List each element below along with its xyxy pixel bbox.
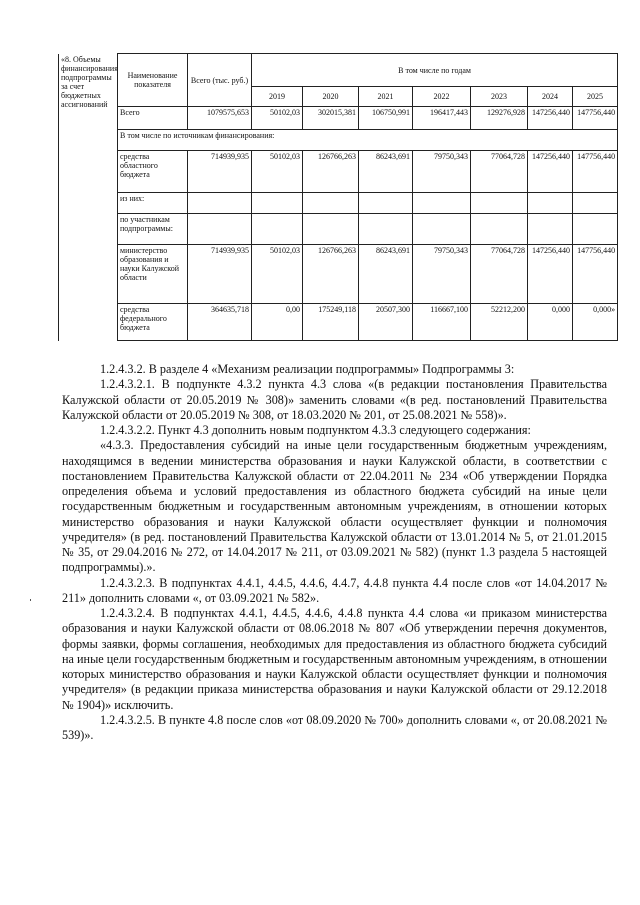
year-header: 2025: [573, 87, 618, 107]
cell-value: 147256,440: [528, 107, 573, 130]
paragraph: 1.2.4.3.2. В разделе 4 «Механизм реализации подпрограммы» Подпрограммы 3:: [100, 362, 515, 376]
year-header: 2019: [252, 87, 303, 107]
row-label: средства областного бюджета: [118, 151, 188, 193]
row-label: министерство образования и науки Калужской области: [118, 245, 188, 304]
empty-cell: [528, 214, 573, 245]
cell-value: 302015,381: [303, 107, 359, 130]
cell-value: 0,00: [252, 304, 303, 341]
empty-cell: [303, 214, 359, 245]
paragraph: 1.2.4.3.2.3. В подпунктах 4.4.1, 4.4.5, 4.4.6, 4.4.7, 4.4.8 пункта 4.4 после слов «от 14.04.2017 № 211» дополнить словами «, от 03.09.2021 № 582».: [62, 575, 607, 605]
cell-value: 0,000»: [573, 304, 618, 341]
cell-value: 79750,343: [413, 245, 471, 304]
year-header: 2023: [471, 87, 528, 107]
cell-value: 196417,443: [413, 107, 471, 130]
cell-value: 77064,728: [471, 151, 528, 193]
year-header: 2022: [413, 87, 471, 107]
cell-value: 106750,991: [359, 107, 413, 130]
empty-cell: [573, 214, 618, 245]
cell-value: 50102,03: [252, 245, 303, 304]
cell-value: 147256,440: [528, 151, 573, 193]
paragraph: «4.3.3. Предоставления субсидий на иные цели государственным бюджетным учреждениям, находящимся в ведении министерства образования и науки Калужской области, в соответствии с постановлением Правительства Калужской области от 22.04.2011 № 234 «Об утверждении Порядка определения объема и условий предоставления из областного бюджета субсидий на иные цели государственным бюджетным и государственным автономным учреждениям, в отношении которых министерство образования и науки Калужской области осуществляет функции и полномочия учредителя» (в ред. постановлений Правительства Калужской области от 13.01.2014 № 5, от 21.01.2015 № 35, от 29.04.2016 № 272, от 14.04.2017 № 211, от 03.09.2021 № 582) (пункт 1.3 раздела 5 настоящей подпрограммы).».: [62, 438, 607, 575]
empty-cell: [573, 193, 618, 214]
cell-value: 50102,03: [252, 107, 303, 130]
row-total: 714939,935: [188, 151, 252, 193]
row-total: 364635,718: [188, 304, 252, 341]
document-body: [62, 362, 607, 743]
financing-table: [58, 53, 618, 341]
cell-value: 77064,728: [471, 245, 528, 304]
cell-value: 147756,440: [573, 107, 618, 130]
row-label: из них:: [118, 193, 188, 214]
cell-value: 79750,343: [413, 151, 471, 193]
empty-cell: [252, 214, 303, 245]
year-header: 2021: [359, 87, 413, 107]
empty-cell: [188, 214, 252, 245]
year-header: 2020: [303, 87, 359, 107]
table-row: [59, 193, 618, 214]
table-row: [59, 214, 618, 245]
cell-value: 20507,300: [359, 304, 413, 341]
empty-cell: [359, 193, 413, 214]
row-label: Всего: [118, 107, 188, 130]
paragraph: 1.2.4.3.2.5. В пункте 4.8 после слов «от 08.09.2020 № 700» дополнить словами «, от 20.08.2021 № 539)».: [62, 712, 607, 742]
empty-cell: [303, 193, 359, 214]
cell-value: 175249,118: [303, 304, 359, 341]
cell-value: 126766,263: [303, 151, 359, 193]
cell-value: 147756,440: [573, 151, 618, 193]
cell-value: 147756,440: [573, 245, 618, 304]
empty-cell: [188, 193, 252, 214]
col-header-total: Всего (тыс. руб.): [188, 54, 252, 107]
cell-value: 0,000: [528, 304, 573, 341]
col-header-name: Наименование показателя: [118, 54, 188, 107]
row-label: средства федерального бюджета: [118, 304, 188, 341]
table-row: [59, 130, 618, 151]
scan-speck: [30, 599, 31, 601]
empty-cell: [528, 193, 573, 214]
cell-value: 50102,03: [252, 151, 303, 193]
empty-cell: [359, 214, 413, 245]
table-row: [59, 245, 618, 304]
empty-cell: [252, 193, 303, 214]
cell-value: 86243,691: [359, 245, 413, 304]
sources-label: В том числе по источникам финансирования:: [118, 130, 618, 151]
table-section-label: «8. Объемы финансирования подпрограммы за счет бюджетных ассигнований: [59, 54, 118, 341]
empty-cell: [413, 214, 471, 245]
empty-cell: [413, 193, 471, 214]
cell-value: 52212,200: [471, 304, 528, 341]
row-total: 714939,935: [188, 245, 252, 304]
row-label: по участникам подпрограммы:: [118, 214, 188, 245]
cell-value: 129276,928: [471, 107, 528, 130]
empty-cell: [471, 193, 528, 214]
empty-cell: [471, 214, 528, 245]
table-row: [59, 107, 618, 130]
table-row: [59, 304, 618, 341]
cell-value: 86243,691: [359, 151, 413, 193]
paragraph: 1.2.4.3.2.4. В подпунктах 4.4.1, 4.4.5, 4.4.6, 4.4.8 пункта 4.4 слова «и приказом министерства образования и науки Калужской области от 08.06.2018 № 807 «Об утверждении перечня документов, формы заявки, формы соглашения, необходимых для предоставления из областного бюджета субсидий на иные цели государственным бюджетным и государственным автономным учреждениям, в отношении которых министерство образования и науки Калужской области осуществляет функции и полномочия учредителя» (в редакции приказа министерства образования и науки Калужской области от 29.12.2018 № 1904)» исключить.: [62, 606, 607, 712]
year-header: 2024: [528, 87, 573, 107]
paragraph: 1.2.4.3.2.2. Пункт 4.3 дополнить новым подпунктом 4.3.3 следующего содержания:: [100, 423, 531, 437]
cell-value: 116667,100: [413, 304, 471, 341]
cell-value: 126766,263: [303, 245, 359, 304]
row-total: 1079575,653: [188, 107, 252, 130]
paragraph: 1.2.4.3.2.1. В подпункте 4.3.2 пункта 4.3 слова «(в редакции постановления Правительства Калужской области от 20.05.2019 № 308)» заменить словами «(в ред. постановлений Правительства Калужской области от 20.05.2019 № 308, от 18.03.2020 № 201, от 25.08.2021 № 558)».: [62, 377, 607, 422]
cell-value: 147256,440: [528, 245, 573, 304]
col-header-years: В том числе по годам: [252, 54, 618, 87]
table-row: [59, 151, 618, 193]
